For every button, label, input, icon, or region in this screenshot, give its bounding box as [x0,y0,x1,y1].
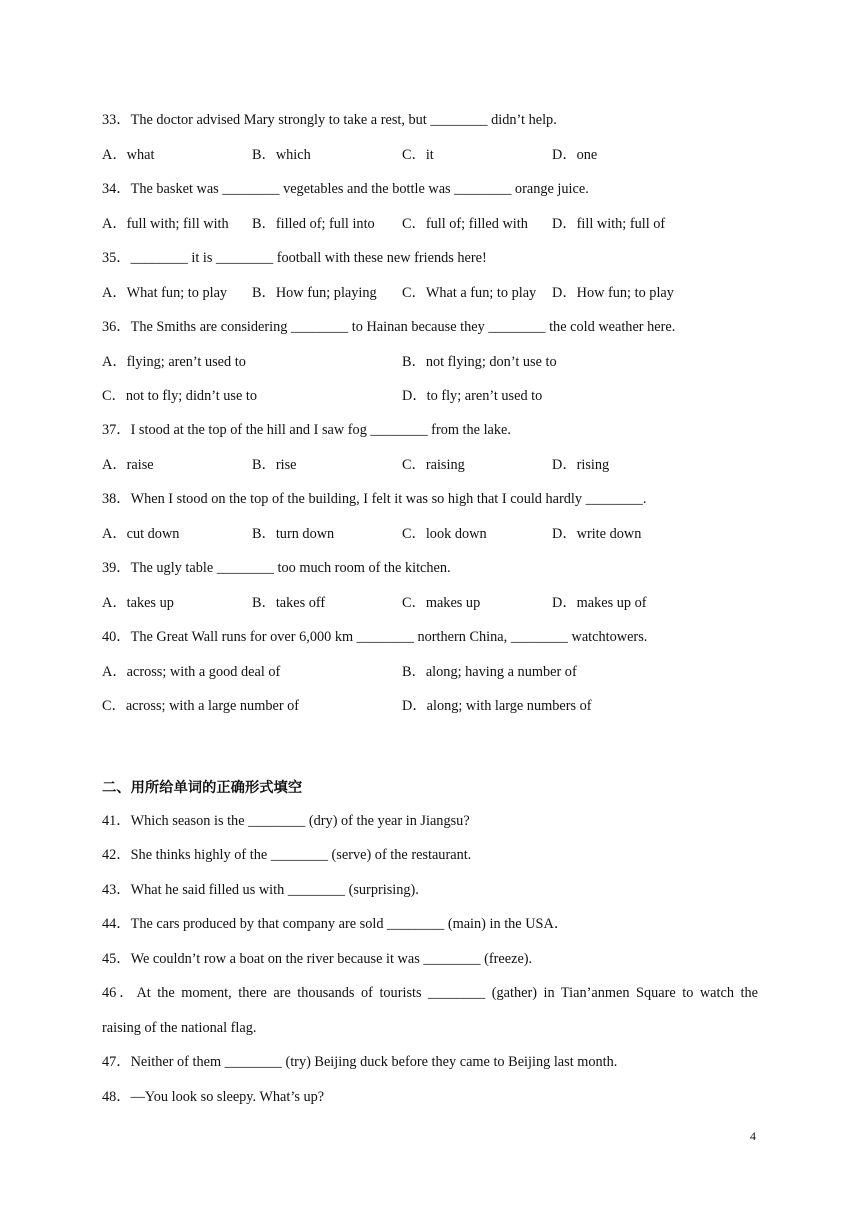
option-b: B．not flying; don’t use to [402,354,557,370]
question-stem: 34．The basket was ________ vegetables and the bottle was ________ orange juice. [102,181,589,197]
question-stem: 33．The doctor advised Mary strongly to take a rest, but ________ didn’t help. [102,112,557,128]
fill-question: 48．—You look so sleepy. What’s up? [102,1089,325,1105]
option-a: A．cut down [102,526,180,542]
question-stem: 39．The ugly table ________ too much room of the kitchen. [102,560,451,576]
option-b: B．How fun; playing [252,285,377,301]
option-b: B．takes off [252,595,326,611]
question-stem: 35．________ it is ________ football with these new friends here! [102,250,487,266]
option-d: D．write down [552,526,642,542]
option-d: D．rising [552,457,610,473]
option-d: D．How fun; to play [552,285,674,301]
option-d: D．along; with large numbers of [402,698,592,714]
option-c: C．raising [402,457,465,473]
question-stem: 36．The Smiths are considering ________ to Hainan because they ________ the cold weather here. [102,319,676,335]
option-c: C．What a fun; to play [402,285,537,301]
section-heading: 二、用所给单词的正确形式填空 [102,780,303,796]
option-b: B．along; having a number of [402,664,577,680]
option-a: A．What fun; to play [102,285,228,301]
page-number: 4 [750,1129,756,1143]
option-d: D．to fly; aren’t used to [402,388,543,404]
option-d: D．one [552,147,598,163]
fill-question: 46．At the moment, there are thousands of tourists ________ (gather) in Tian’anmen Square to watch the [102,985,758,1001]
fill-question: 41．Which season is the ________ (dry) of the year in Jiangsu? [102,813,470,829]
fill-question: 47．Neither of them ________ (try) Beijing duck before they came to Beijing last month. [102,1054,618,1070]
option-c: C．not to fly; didn’t use to [102,388,258,404]
fill-question: 42．She thinks highly of the ________ (serve) of the restaurant. [102,847,472,863]
fill-question: 43．What he said filled us with ________ (surprising). [102,882,419,898]
option-c: C．it [402,147,434,163]
option-b: B．which [252,147,311,163]
question-stem: 40．The Great Wall runs for over 6,000 km ________ northern China, ________ watchtowers. [102,629,648,645]
option-b: B．turn down [252,526,335,542]
option-a: A．takes up [102,595,174,611]
option-c: C．look down [402,526,487,542]
question-stem: 38．When I stood on the top of the building, I felt it was so high that I could hardly ________. [102,491,647,507]
fill-question: 45．We couldn’t row a boat on the river because it was ________ (freeze). [102,951,533,967]
option-c: C．full of; filled with [402,216,528,232]
option-a: A．raise [102,457,154,473]
option-c: C．across; with a large number of [102,698,300,714]
option-a: A．flying; aren’t used to [102,354,246,370]
option-c: C．makes up [402,595,481,611]
option-a: A．what [102,147,155,163]
option-a: A．across; with a good deal of [102,664,281,680]
option-b: B．rise [252,457,297,473]
question-stem: 37．I stood at the top of the hill and I saw fog ________ from the lake. [102,422,511,438]
fill-question: 44．The cars produced by that company are sold ________ (main) in the USA． [102,916,569,932]
fill-question-continuation: raising of the national flag. [102,1020,257,1036]
option-d: D．fill with; full of [552,216,666,232]
option-a: A．full with; fill with [102,216,229,232]
option-b: B．filled of; full into [252,216,375,232]
option-d: D．makes up of [552,595,647,611]
